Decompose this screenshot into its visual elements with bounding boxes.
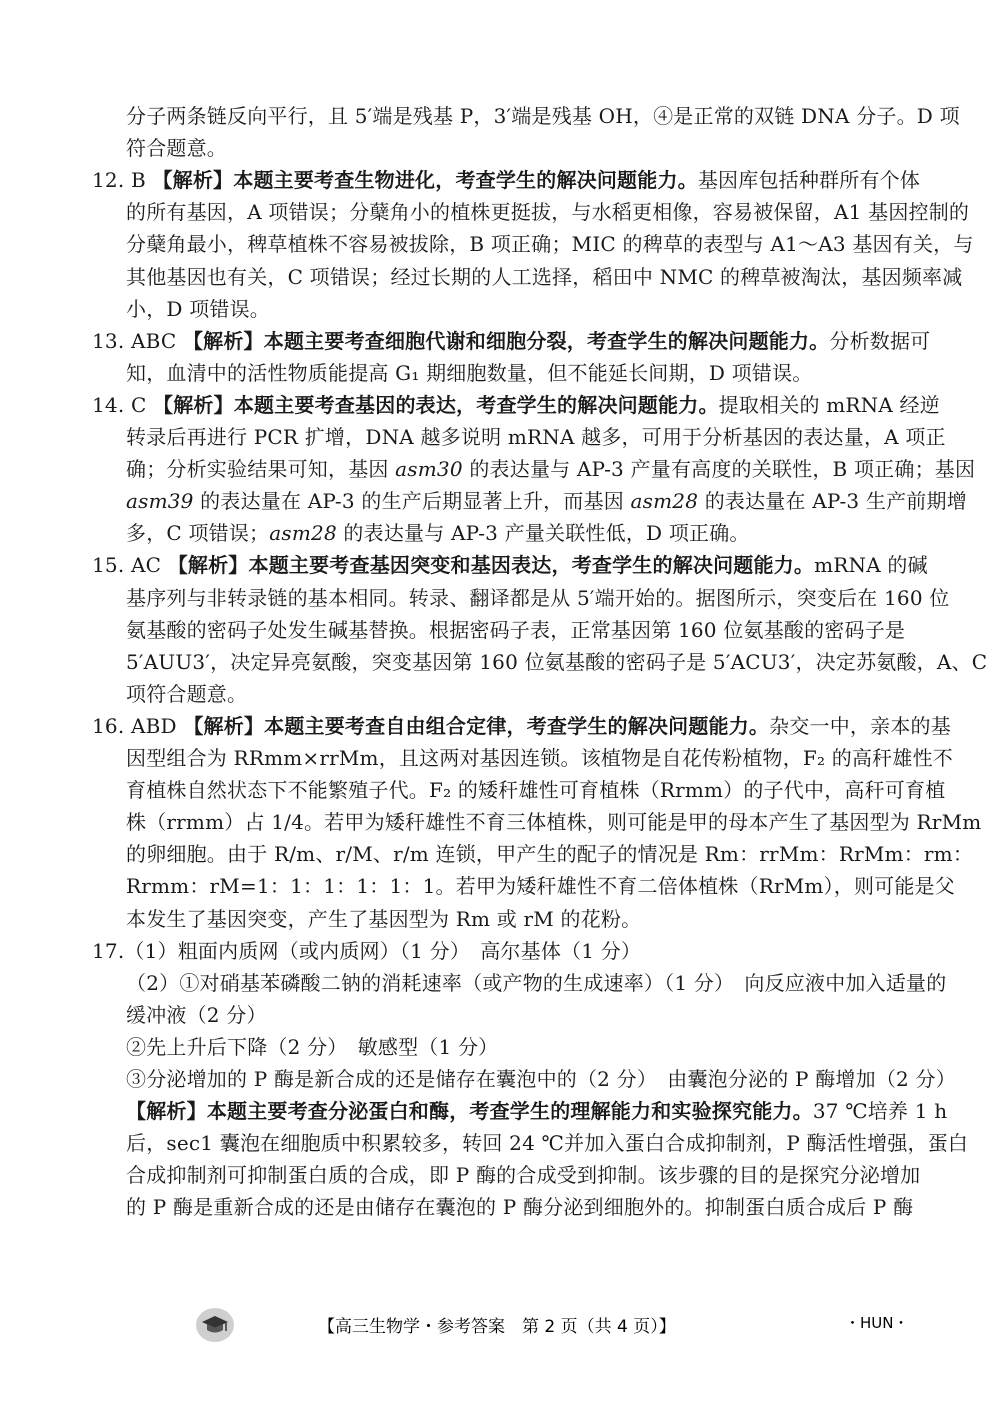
text-line: 因型组合为 RRmm×rrMm，且这两对基因连锁。该植物是自花传粉植物，F₂ 的高秆雄性不 xyxy=(126,746,953,770)
analysis-tag: 【解析】 xyxy=(182,328,264,353)
text-line: 后，sec1 囊泡在细胞质中积累较多，转回 24 ℃并加入蛋白合成抑制剂，P 酶活性增强，蛋白 xyxy=(126,1131,969,1156)
text-line: 确；分析实验结果可知，基因 asm30 的表达量与 AP-3 产量有高度的关联性，B 项正确；基因 xyxy=(126,457,976,482)
text-line: 分蘖角最小，稗草植株不容易被拔除，B 项正确；MIC 的稗草的表型与 A1～A3 基因有关，与 xyxy=(126,232,974,257)
gene-name: asm39 xyxy=(126,489,194,514)
gene-name: asm28 xyxy=(269,521,337,546)
analysis-summary: 本题主要考查基因的表达，考查学生的解决问题能力。 xyxy=(233,392,719,417)
text-line: 本发生了基因突变，产生了基因型为 Rm 或 rM 的花粉。 xyxy=(126,906,642,931)
text-line: 转录后再进行 PCR 扩增，DNA 越多说明 mRNA 越多，可用于分析基因的表达量，A 项正 xyxy=(126,425,946,449)
analysis-summary: 本题主要考查细胞代谢和细胞分裂，考查学生的解决问题能力。 xyxy=(263,328,830,353)
answer-item-17: 17.（1）粗面内质网（或内质网）（1 分） 高尔基体（1 分） xyxy=(92,938,642,963)
footer-code: ・HUN・ xyxy=(845,1314,909,1332)
text-line: ③分泌增加的 P 酶是新合成的还是储存在囊泡中的（2 分） 由囊泡分泌的 P 酶增加（2 分） xyxy=(126,1067,956,1091)
gene-name: asm28 xyxy=(630,489,699,514)
footer-title: 【高三生物学・参考答案 第 2 页（共 4 页）】 xyxy=(318,1317,676,1337)
answer-item-14: 14. C 【解析】本题主要考查基因的表达，考查学生的解决问题能力。提取相关的 mRNA 经逆 xyxy=(92,392,940,417)
analysis-summary: 本题主要考查分泌蛋白和酶，考查学生的理解能力和实验探究能力。 xyxy=(206,1099,813,1124)
analysis-tag: 【解析】 xyxy=(152,168,234,193)
answer-item-13: 13. ABC 【解析】本题主要考查细胞代谢和细胞分裂，考查学生的解决问题能力。分析数据可 xyxy=(92,328,931,353)
text-line: 的 P 酶是重新合成的还是由储存在囊泡的 P 酶分泌到细胞外的。抑制蛋白质合成后 P 酶 xyxy=(126,1195,914,1220)
analysis-tag: 【解析】 xyxy=(153,392,234,417)
graduation-cap-icon xyxy=(196,1308,234,1342)
analysis-tag: 【解析】 xyxy=(183,713,265,738)
text-line: 株（rrmm）占 1/4。若甲为矮秆雄性不育三体植株，则可能是甲的母本产生了基因型为 RrMm xyxy=(126,810,982,835)
text-line: 育植株自然状态下不能繁殖子代。F₂ 的矮秆雄性可育植株（Rrmm）的子代中，高秆可育植 xyxy=(126,778,946,803)
analysis-17: 【解析】本题主要考查分泌蛋白和酶，考查学生的理解能力和实验探究能力。37 ℃培养 1 h xyxy=(126,1099,948,1124)
text-line: 分子两条链反向平行，且 5′端是残基 P，3′端是残基 OH，④是正常的双链 DNA 分子。D 项 xyxy=(126,104,960,128)
text-line: 多，C 项错误；asm28 的表达量与 AP-3 产量关联性低，D 项正确。 xyxy=(126,521,750,546)
answer-number: 13. ABC xyxy=(92,328,177,353)
text-line: 符合题意。 xyxy=(126,136,227,161)
answer-number: 15. AC xyxy=(92,553,162,578)
answer-item-12: 12. B 【解析】本题主要考查生物进化，考查学生的解决问题能力。基因库包括种群所有个体 xyxy=(92,168,921,193)
analysis-summary: 本题主要考查生物进化，考查学生的解决问题能力。 xyxy=(233,168,698,193)
text-line: 的卵细胞。由于 R/m、r/M、r/m 连锁，甲产生的配子的情况是 Rm：rrMm：RrMm：rm： xyxy=(126,842,974,867)
text-line: 其他基因也有关，C 项错误；经过长期的人工选择，稻田中 NMC 的稗草被淘汰，基因频率减 xyxy=(126,264,963,289)
text-line: （2）①对硝基苯磷酸二钠的消耗速率（或产物的生成速率）（1 分） 向反应液中加入适量的 xyxy=(126,970,947,995)
analysis-tag: 【解析】 xyxy=(126,1099,207,1124)
page-footer xyxy=(0,1306,1000,1346)
text-line: 5′AUU3′，决定异亮氨酸，突变基因第 160 位氨基酸的密码子是 5′ACU3′，决定苏氨酸，A、C xyxy=(126,649,988,674)
answer-number: 14. C xyxy=(92,392,147,417)
analysis-summary: 本题主要考查自由组合定律，考查学生的解决问题能力。 xyxy=(264,713,770,738)
answer-number: 16. ABD xyxy=(92,713,177,738)
text-line: 氨基酸的密码子处发生碱基替换。根据密码子表，正常基因第 160 位氨基酸的密码子是 xyxy=(126,617,906,642)
text-line: 项符合题意。 xyxy=(126,681,248,706)
analysis-summary: 本题主要考查基因突变和基因表达，考查学生的解决问题能力。 xyxy=(248,553,815,578)
text-line: asm39 的表达量在 AP-3 的生产后期显著上升，而基因 asm28 的表达量在 AP-3 生产前期增 xyxy=(126,489,967,514)
gene-name: asm30 xyxy=(395,457,463,482)
text-line: ②先上升后下降（2 分） 敏感型（1 分） xyxy=(126,1034,499,1059)
analysis-tag: 【解析】 xyxy=(167,553,249,578)
text-line: 小，D 项错误。 xyxy=(126,296,270,321)
answer-item-16: 16. ABD 【解析】本题主要考查自由组合定律，考查学生的解决问题能力。杂交一中，亲本的基 xyxy=(92,713,951,738)
answer-number: 12. B xyxy=(92,168,146,193)
text-line: 合成抑制剂可抑制蛋白质的合成，即 P 酶的合成受到抑制。该步骤的目的是探究分泌增加 xyxy=(126,1163,921,1188)
text-line: Rrmm：rM=1：1：1：1：1：1。若甲为矮秆雄性不育二倍体植株（RrMm），则可能是父 xyxy=(126,874,955,899)
answer-item-15: 15. AC 【解析】本题主要考查基因突变和基因表达，考查学生的解决问题能力。mRNA 的碱 xyxy=(92,553,928,578)
text-line: 缓冲液（2 分） xyxy=(126,1002,267,1027)
text-line: 基序列与非转录链的基本相同。转录、翻译都是从 5′端开始的。据图所示，突变后在 160 位 xyxy=(126,585,950,610)
text-line: 知，血清中的活性物质能提高 G₁ 期细胞数量，但不能延长间期，D 项错误。 xyxy=(126,360,813,385)
text-line: 的所有基因，A 项错误；分蘖角小的植株更挺拔，与水稻更相像，容易被保留，A1 基因控制的 xyxy=(126,200,970,225)
